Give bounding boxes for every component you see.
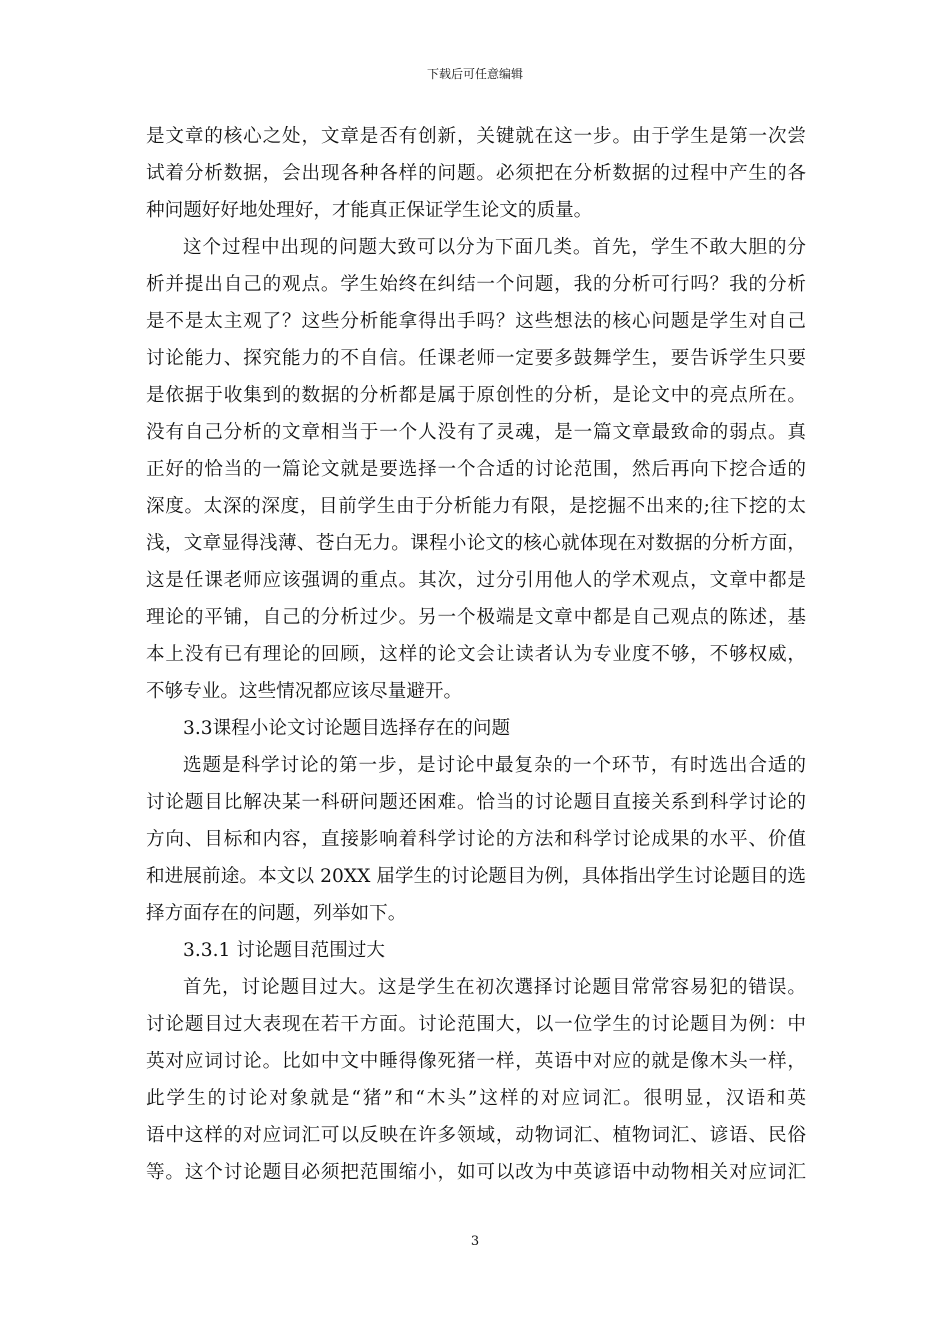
text-line: 是文章的核心之处，文章是否有创新，关键就在这一步。由于学生是第一次尝 bbox=[146, 126, 806, 147]
text-line: 没有自己分析的文章相当于一个人没有了灵魂，是一篇文章最致命的弱点。真 bbox=[146, 422, 806, 443]
page-header: 下载后可任意编辑 bbox=[426, 67, 523, 81]
text-line: 语中这样的对应词汇可以反映在许多领域，动物词汇、植物词汇、谚语、民俗 bbox=[146, 1125, 806, 1146]
text-line: 选题是科学讨论的第一步，是讨论中最复杂的一个环节，有时选出合适的 bbox=[183, 755, 806, 776]
text-line: 讨论题目比解决某一科研问题还困难。恰当的讨论题目直接关系到科学讨论的 bbox=[146, 792, 806, 813]
text-line: 等。这个讨论题目必须把范围缩小，如可以改为中英谚语中动物相关对应词汇 bbox=[146, 1162, 806, 1183]
text-line: 理论的平铺，自己的分析过少。另一个极端是文章中都是自己观点的陈述，基 bbox=[146, 607, 806, 628]
text-line: 不够专业。这些情况都应该尽量避开。 bbox=[146, 681, 463, 702]
text-line: 这个过程中出现的问题大致可以分为下面几类。首先，学生不敢大胆的分 bbox=[183, 237, 806, 258]
document-body bbox=[146, 118, 806, 1191]
text-line: 此学生的讨论对象就是“猪”和“木头”这样的对应词汇。很明显，汉语和英 bbox=[146, 1088, 806, 1109]
section-heading: 3.3课程小论文讨论题目选择存在的问题 bbox=[183, 718, 511, 739]
text-line: 这是任课老师应该强调的重点。其次，过分引用他人的学术观点，文章中都是 bbox=[146, 570, 806, 591]
text-line: 和进展前途。本文以 20XX 届学生的讨论题目为例，具体指出学生讨论题目的选 bbox=[146, 866, 806, 887]
text-line: 讨论题目过大表现在若干方面。讨论范围大，以一位学生的讨论题目为例：中 bbox=[146, 1014, 806, 1035]
text-line: 正好的恰当的一篇论文就是要选择一个合适的讨论范围，然后再向下挖合适的 bbox=[146, 459, 806, 480]
text-line: 深度。太深的深度，目前学生由于分析能力有限，是挖掘不出来的;往下挖的太 bbox=[146, 496, 806, 517]
text-line: 浅，文章显得浅薄、苍白无力。课程小论文的核心就体现在对数据的分析方面， bbox=[146, 533, 806, 554]
text-line: 种问题好好地处理好，才能真正保证学生论文的质量。 bbox=[146, 200, 593, 221]
text-line: 是依据于收集到的数据的分析都是属于原创性的分析，是论文中的亮点所在。 bbox=[146, 385, 806, 406]
text-line: 是不是太主观了？这些分析能拿得出手吗？这些想法的核心问题是学生对自己 bbox=[146, 311, 806, 332]
text-line: 首先，讨论题目过大。这是学生在初次選择讨论题目常常容易犯的错误。 bbox=[183, 977, 806, 998]
text-line: 择方面存在的问题，列举如下。 bbox=[146, 903, 407, 924]
text-line: 方向、目标和内容，直接影响着科学讨论的方法和科学讨论成果的水平、价值 bbox=[146, 829, 806, 850]
text-line: 英对应词讨论。比如中文中睡得像死猪一样，英语中对应的就是像木头一样， bbox=[146, 1051, 806, 1072]
page-number: 3 bbox=[470, 1234, 480, 1249]
section-heading: 3.3.1 讨论题目范围过大 bbox=[183, 940, 385, 961]
text-line: 析并提出自己的观点。学生始终在纠结一个问题，我的分析可行吗？我的分析 bbox=[146, 274, 806, 295]
text-line: 讨论能力、探究能力的不自信。任课老师一定要多鼓舞学生，要告诉学生只要 bbox=[146, 348, 806, 369]
text-line: 本上没有已有理论的回顾，这样的论文会让读者认为专业度不够，不够权威， bbox=[146, 644, 806, 665]
text-line: 试着分析数据，会出现各种各样的问题。必须把在分析数据的过程中产生的各 bbox=[146, 163, 806, 184]
